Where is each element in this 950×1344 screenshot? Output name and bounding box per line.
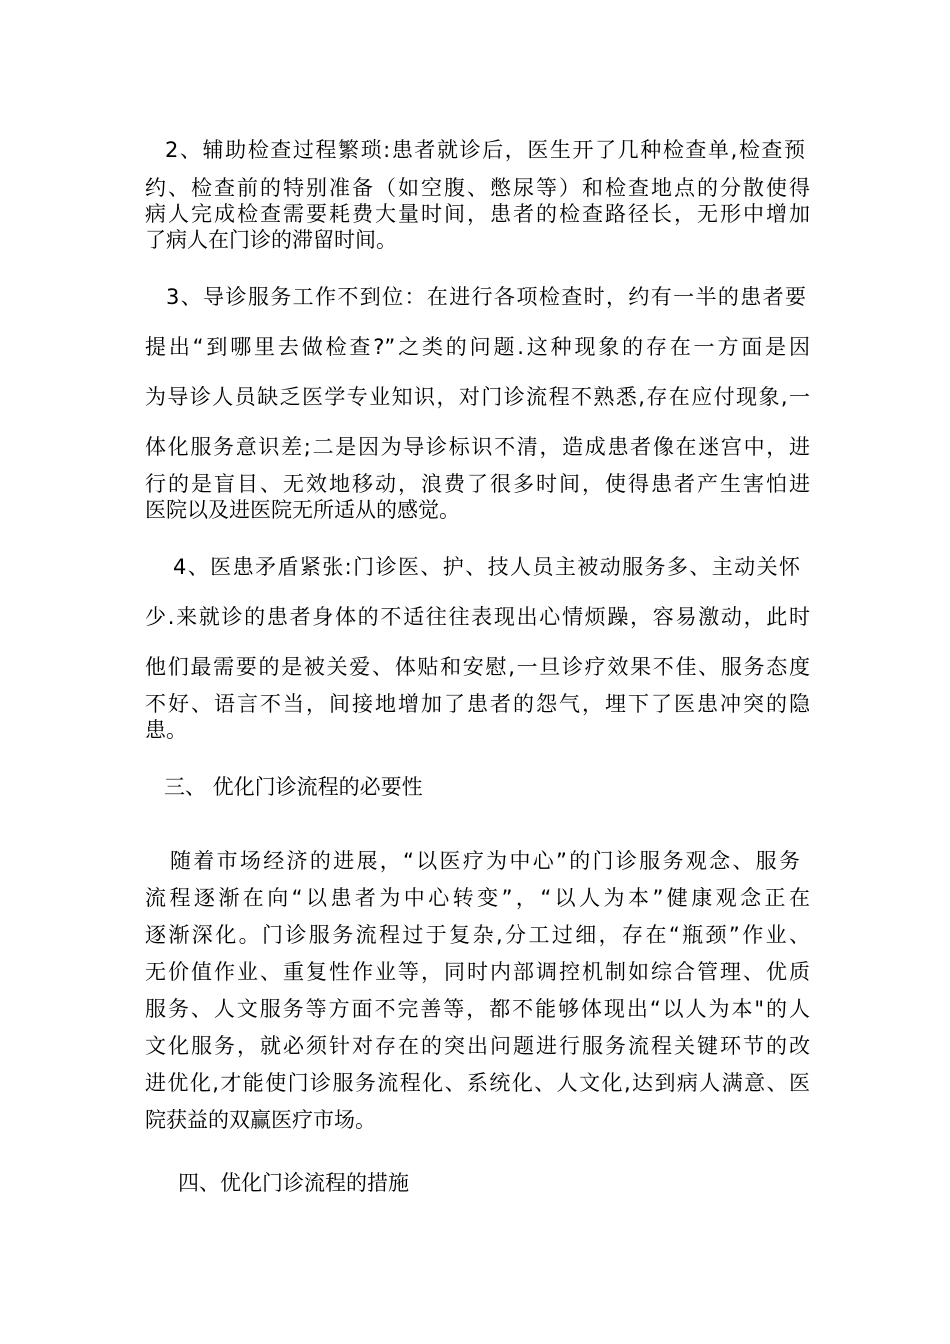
- text-line: 患。: [145, 718, 187, 742]
- text-line: 2、辅助检查过程繁琐:患者就诊后，医生开了几种检查单,检查预: [165, 138, 805, 162]
- text-line: 院获益的双赢医疗市场。: [145, 1108, 376, 1132]
- section-heading-measures: 四、优化门诊流程的措施: [178, 1171, 409, 1195]
- text-line: 无价值作业、重复性作业等，同时内部调控机制如综合管理、优质: [145, 960, 810, 984]
- text-line: 行的是盲目、无效地移动，浪费了很多时间，使得患者产生害怕进: [145, 472, 810, 496]
- text-line: 体化服务意识差;二是因为导诊标识不清，造成患者像在迷宫中，进: [145, 435, 810, 459]
- text-line: 了病人在门诊的滞留时间。: [145, 228, 397, 252]
- text-line: 不好、语言不当，间接地增加了患者的怨气，埋下了医患冲突的隐: [145, 692, 810, 716]
- text-line: 3、导诊服务工作不到位：在进行各项检查时，约有一半的患者要: [166, 285, 806, 309]
- text-line: 为导诊人员缺乏医学专业知识，对门诊流程不熟悉,存在应付现象,一: [145, 385, 810, 409]
- text-line: 4、医患矛盾紧张:门诊医、护、技人员主被动服务多、主动关怀: [173, 555, 800, 579]
- text-line: 文化服务，就必须针对存在的突出问题进行服务流程关键环节的改: [145, 1034, 810, 1058]
- text-line: 进优化,才能使门诊服务流程化、系统化、人文化,达到病人满意、医: [145, 1071, 810, 1095]
- text-line: 随着市场经济的进展，“以医疗为中心”的门诊服务观念、服务: [170, 849, 800, 873]
- text-line: 流程逐渐在向“以患者为中心转变”，“以人为本”健康观念正在: [145, 886, 810, 910]
- text-line: 提出“到哪里去做检查?”之类的问题.这种现象的存在一方面是因: [145, 335, 810, 359]
- text-line: 医院以及进医院无所适从的感觉。: [145, 498, 460, 522]
- text-line: 服务、人文服务等方面不完善等，都不能够体现出“以人为本"的人: [145, 997, 810, 1021]
- text-line: 少.来就诊的患者身体的不适往往表现出心情烦躁，容易激动，此时: [145, 605, 810, 629]
- text-line: 病人完成检查需要耗费大量时间，患者的检查路径长，无形中增加: [145, 202, 810, 226]
- text-line: 他们最需要的是被关爱、体贴和安慰,一旦诊疗效果不佳、服务态度: [145, 655, 810, 679]
- section-heading-necessity: 三、 优化门诊流程的必要性: [164, 775, 423, 799]
- text-line: 逐渐深化。门诊服务流程过于复杂,分工过细，存在“瓶颈”作业、: [145, 923, 810, 947]
- text-line: 约、检查前的特别准备（如空腹、憋尿等）和检查地点的分散使得: [145, 176, 810, 200]
